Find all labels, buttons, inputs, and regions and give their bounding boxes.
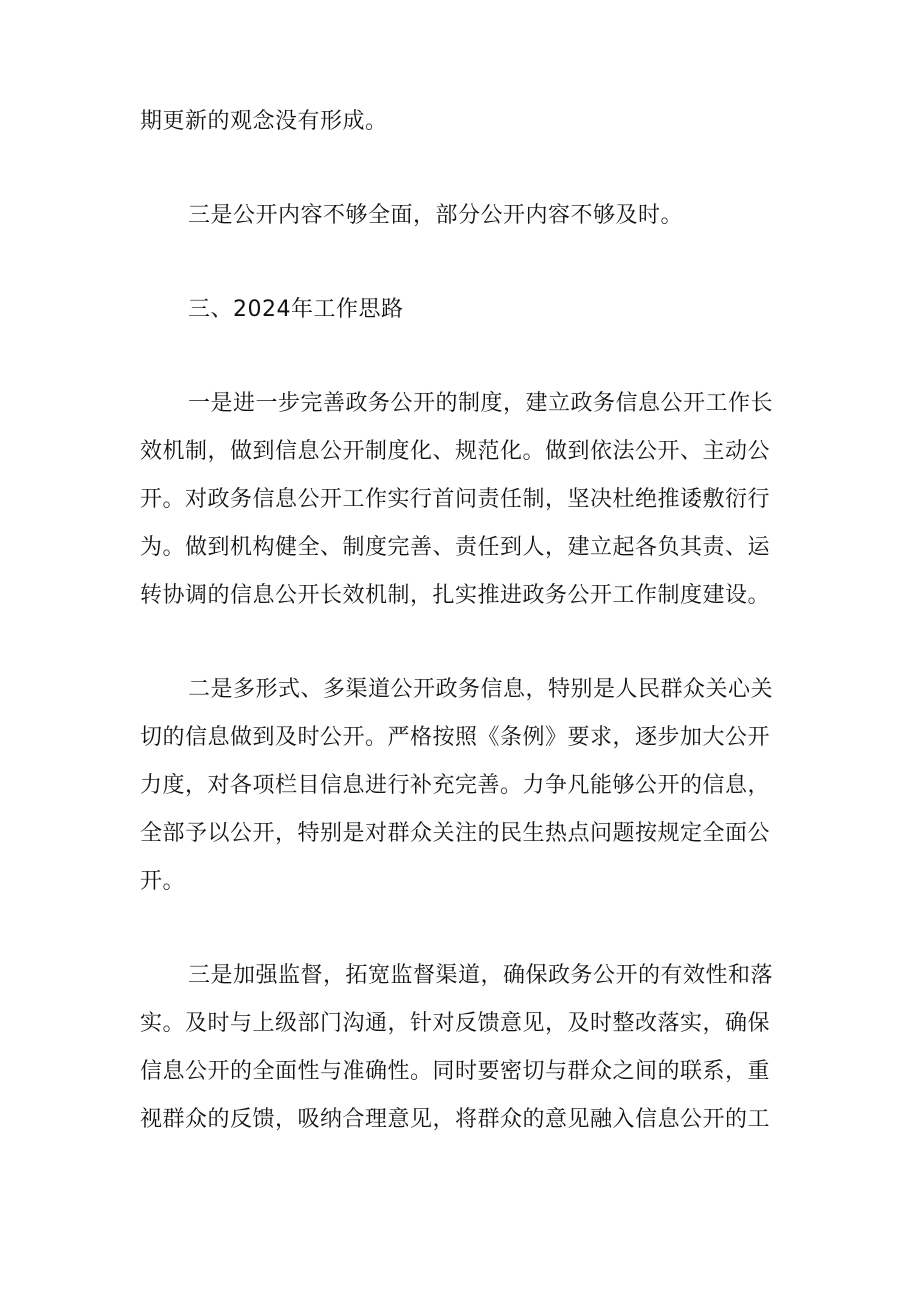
paragraph-two-line-4: 全部予以公开，特别是对群众关注的民生热点问题按规定全面公 [140, 821, 771, 846]
paragraph-two-line-3: 力度，对各项栏目信息进行补充完善。力争凡能够公开的信息， [140, 773, 771, 798]
paragraph-three-line-1: 三是加强监督，拓宽监督渠道，确保政务公开的有效性和落 [188, 963, 774, 988]
paragraph-one-line-5: 转协调的信息公开长效机制，扎实推进政务公开工作制度建设。 [140, 583, 771, 608]
paragraph-two-line-2: 切的信息做到及时公开。严格按照《条例》要求，逐步加大公开 [140, 725, 771, 750]
paragraph-one-line-1: 一是进一步完善政务公开的制度，建立政务信息公开工作长 [188, 391, 774, 416]
paragraph-one-line-2: 效机制，做到信息公开制度化、规范化。做到依法公开、主动公 [140, 439, 771, 464]
paragraph-three-line-4: 视群众的反馈，吸纳合理意见，将群众的意见融入信息公开的工 [140, 1107, 771, 1132]
paragraph-two-line-1: 二是多形式、多渠道公开政务信息，特别是人民群众关心关 [188, 677, 774, 702]
paragraph-three-line-3: 信息公开的全面性与准确性。同时要密切与群众之间的联系，重 [140, 1059, 771, 1084]
paragraph-continuation-line: 期更新的观念没有形成。 [140, 109, 388, 134]
section-heading: 三、2024年工作思路 [188, 297, 404, 322]
paragraph-two-line-5: 开。 [140, 869, 186, 894]
paragraph-item-three: 三是公开内容不够全面，部分公开内容不够及时。 [188, 203, 684, 228]
paragraph-three-line-2: 实。及时与上级部门沟通，针对反馈意见，及时整改落实，确保 [140, 1011, 771, 1036]
paragraph-one-line-3: 开。对政务信息公开工作实行首问责任制，坚决杜绝推诿敷衍行 [140, 487, 771, 512]
paragraph-one-line-4: 为。做到机构健全、制度完善、责任到人，建立起各负其责、运 [140, 535, 771, 560]
